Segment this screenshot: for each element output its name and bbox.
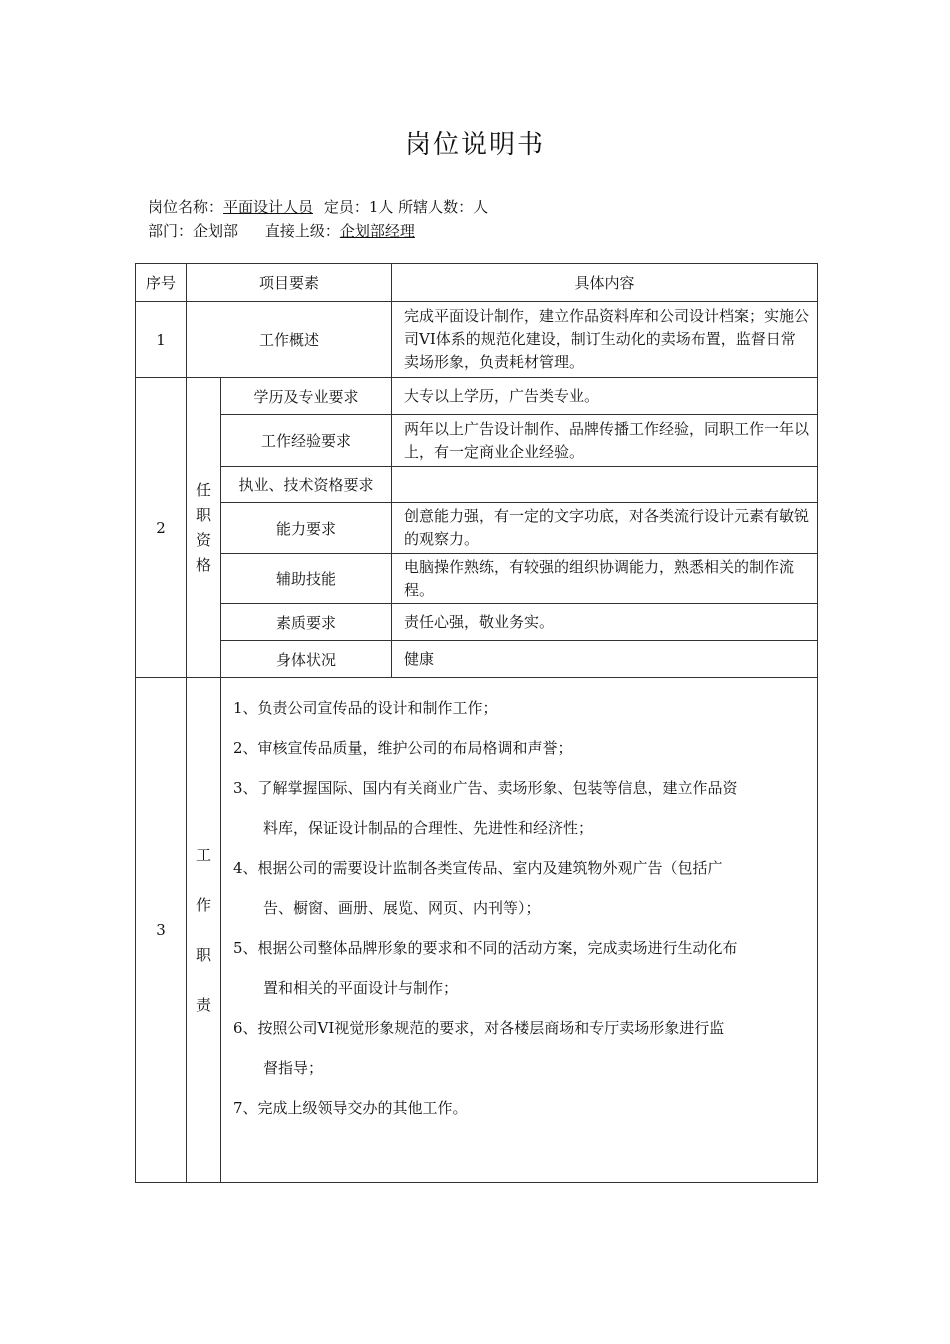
req-content: 两年以上广告设计制作、品牌传播工作经验，同职工作一年以上，有一定商业企业经验。 bbox=[392, 415, 818, 467]
req-name: 身体状况 bbox=[221, 641, 392, 678]
dept-value: 企划部 bbox=[193, 222, 239, 240]
dept-label: 部门： bbox=[148, 222, 194, 240]
req-name: 素质要求 bbox=[221, 604, 392, 641]
document-title: 岗位说明书 bbox=[404, 130, 545, 160]
group-char: 工 bbox=[195, 846, 211, 864]
position-line bbox=[148, 196, 488, 217]
table-row bbox=[136, 415, 818, 467]
duty-text-cont: 督指导； bbox=[263, 1059, 324, 1077]
dept-line bbox=[148, 220, 415, 241]
duty-text-cont: 料库，保证设计制品的合理性、先进性和经济性； bbox=[263, 819, 594, 837]
table-row bbox=[136, 604, 818, 641]
duty-item bbox=[233, 928, 805, 1008]
table-header-row bbox=[136, 264, 818, 302]
req-name: 学历及专业要求 bbox=[221, 378, 392, 415]
group-char: 责 bbox=[195, 996, 211, 1014]
row3-group-label bbox=[187, 678, 221, 1183]
req-content: 创意能力强，有一定的文字功底，对各类流行设计元素有敏锐的观察力。 bbox=[392, 503, 818, 554]
duty-text: 7、完成上级领导交办的其他工作。 bbox=[233, 1099, 468, 1117]
position-value: 平面设计人员 bbox=[223, 198, 314, 216]
row1-no: 1 bbox=[136, 302, 187, 378]
table-row bbox=[136, 503, 818, 554]
req-content: 大专以上学历，广告类专业。 bbox=[392, 378, 818, 415]
headcount-text: 定员：1人 所辖人数：人 bbox=[323, 198, 489, 216]
duty-item bbox=[233, 1008, 805, 1088]
header-content: 具体内容 bbox=[392, 264, 818, 302]
duties-cell bbox=[221, 678, 818, 1183]
row2-no: 2 bbox=[136, 378, 187, 678]
table-row bbox=[136, 467, 818, 503]
duty-text: 2、审核宣传品质量，维护公司的布局格调和声誉； bbox=[233, 739, 573, 757]
job-description-table bbox=[135, 263, 818, 1183]
duty-text-cont: 置和相关的平面设计与制作； bbox=[263, 979, 459, 997]
duty-item bbox=[233, 728, 805, 768]
table-row bbox=[136, 641, 818, 678]
group-char: 作 bbox=[195, 896, 211, 914]
duty-text: 4、根据公司的需要设计监制各类宣传品、室内及建筑物外观广告（包括广 bbox=[233, 859, 723, 877]
req-content bbox=[392, 467, 818, 503]
position-label: 岗位名称： bbox=[148, 198, 224, 216]
table-row bbox=[136, 302, 818, 378]
duty-text-cont: 告、橱窗、画册、展览、网页、内刊等）； bbox=[263, 899, 541, 917]
row2-group-label bbox=[187, 378, 221, 678]
group-char: 职 bbox=[195, 946, 211, 964]
duty-item bbox=[233, 688, 805, 728]
group-char: 任 bbox=[195, 480, 211, 499]
req-name: 工作经验要求 bbox=[221, 415, 392, 467]
row1-content: 完成平面设计制作，建立作品资料库和公司设计档案；实施公司VI体系的规范化建设，制订生动化的卖场布置，监督日常卖场形象，负责耗材管理。 bbox=[392, 302, 818, 378]
duty-text: 1、负责公司宣传品的设计和制作工作； bbox=[233, 699, 498, 717]
group-char: 资 bbox=[195, 530, 211, 549]
duty-item bbox=[233, 848, 805, 928]
row1-item: 工作概述 bbox=[187, 302, 392, 378]
superior-label: 直接上级： bbox=[264, 222, 340, 240]
req-name: 执业、技术资格要求 bbox=[221, 467, 392, 503]
group-char: 职 bbox=[195, 505, 211, 524]
duty-item bbox=[233, 768, 805, 848]
req-content: 健康 bbox=[392, 641, 818, 678]
duty-text: 6、按照公司VI视觉形象规范的要求，对各楼层商场和专厅卖场形象进行监 bbox=[233, 1019, 725, 1037]
req-name: 能力要求 bbox=[221, 503, 392, 554]
table-row bbox=[136, 678, 818, 1183]
row3-no: 3 bbox=[136, 678, 187, 1183]
duty-text: 3、了解掌握国际、国内有关商业广告、卖场形象、包装等信息，建立作品资 bbox=[233, 779, 738, 797]
req-content: 责任心强，敬业务实。 bbox=[392, 604, 818, 641]
table-row bbox=[136, 554, 818, 604]
superior-value: 企划部经理 bbox=[339, 222, 415, 240]
duty-item bbox=[233, 1088, 805, 1128]
table-row bbox=[136, 378, 818, 415]
header-item: 项目要素 bbox=[187, 264, 392, 302]
duty-text: 5、根据公司整体品牌形象的要求和不同的活动方案，完成卖场进行生动化布 bbox=[233, 939, 738, 957]
req-name: 辅助技能 bbox=[221, 554, 392, 604]
req-content: 电脑操作熟练，有较强的组织协调能力，熟悉相关的制作流程。 bbox=[392, 554, 818, 604]
header-no: 序号 bbox=[136, 264, 187, 302]
group-char: 格 bbox=[195, 555, 211, 574]
